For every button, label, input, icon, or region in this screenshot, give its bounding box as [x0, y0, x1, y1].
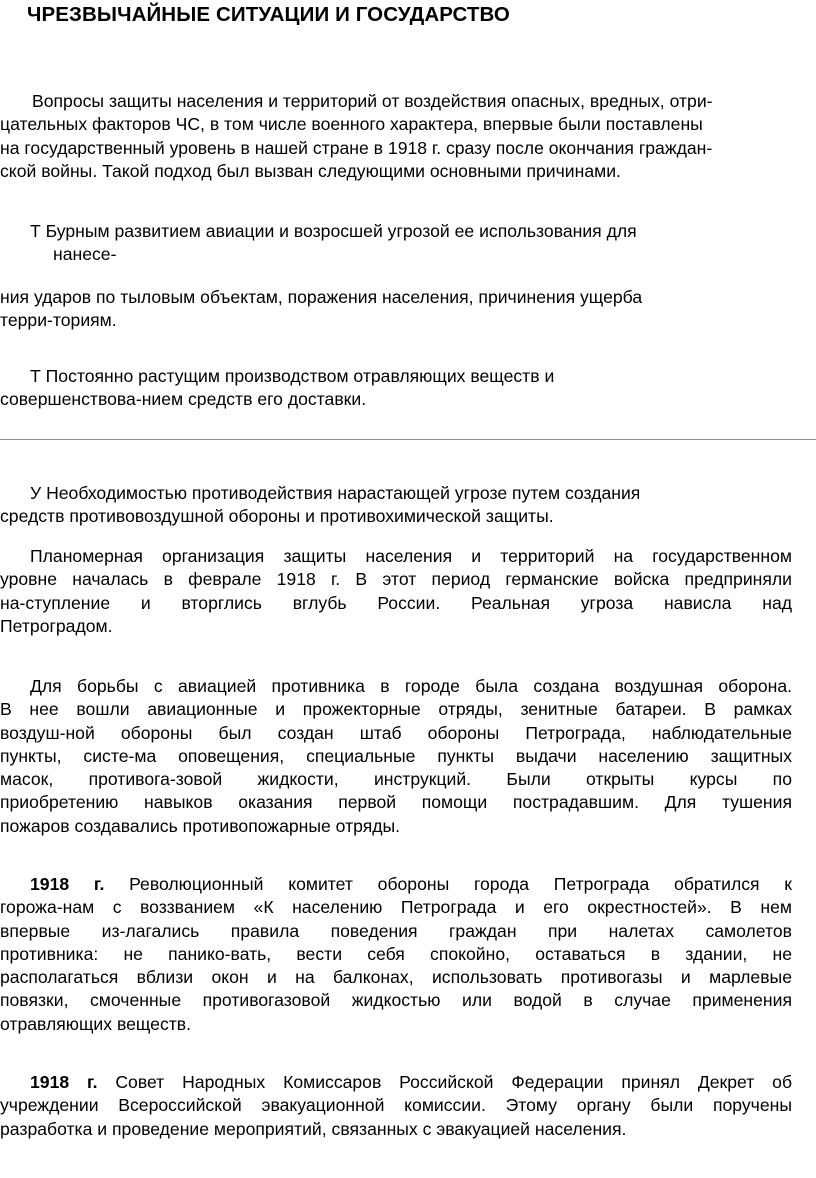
air-defense-paragraph: [0, 675, 792, 838]
air-defense-line: пункты, систе-ма оповещения, специальные пункты выдачи населению защитных: [0, 745, 792, 766]
decree-paragraph: [0, 1071, 792, 1141]
reason-2-line: совершенствова-нием средств его доставки.: [0, 389, 367, 410]
decree-line: разработка и проведение мероприятий, связанных с эвакуацией населения.: [0, 1118, 627, 1139]
reason-3-paragraph: [0, 482, 792, 529]
committee-line: отравляющих веществ.: [0, 1013, 192, 1034]
committee-line: повязки, смоченные противогазовой жидкостью или водой в случае применения: [0, 990, 792, 1011]
decree-first-line: [0, 1071, 792, 1094]
planned-line: Петроградом.: [0, 615, 113, 636]
reason-2-line: Т Постоянно растущим производством отравляющих веществ и: [30, 366, 555, 386]
committee-line: противника: не панико-вать, вести себя спокойно, оставаться в здании, не: [0, 943, 792, 964]
decree-line: учреждении Всероссийской эвакуационной комиссии. Этому органу были поручены: [0, 1095, 792, 1116]
intro-line: Вопросы защиты населения и территорий от воздействия опасных, вредных, отри-: [32, 91, 713, 111]
reason-1-continuation: [0, 286, 792, 333]
committee-year: 1918 г.: [30, 874, 105, 894]
intro-line: ской войны. Такой подход был вызван следующими основными причинами.: [0, 160, 621, 181]
planned-organization-paragraph: [0, 545, 792, 638]
section-divider: [0, 439, 816, 440]
committee-paragraph: [0, 873, 792, 1036]
decree-first-line-text: Совет Народных Комиссаров Российской Федерации принял Декрет об: [115, 1072, 793, 1092]
air-defense-line: масок, противога-зовой жидкости, инструкций. Были открыты курсы по: [0, 769, 792, 790]
reason-1-line: нанесе-: [53, 244, 117, 265]
air-defense-line: Для борьбы с авиацией противника в городе была создана воздушная оборона.: [30, 676, 792, 696]
air-defense-line: приобретению навыков оказания первой помощи пострадавшим. Для тушения: [0, 792, 792, 813]
planned-line: на-ступление и вторглись вглубь России. Реальная угроза нависла над: [0, 592, 792, 613]
intro-line: цательных факторов ЧС, в том числе военного характера, впервые были поставлены: [0, 114, 703, 135]
decree-year: 1918 г.: [30, 1072, 98, 1092]
air-defense-line: В нее вошли авиационные и прожекторные отряды, зенитные батареи. В рамках: [0, 699, 792, 720]
air-defense-line: воздуш-ной обороны был создан штаб обороны Петрограда, наблюдательные: [0, 722, 792, 743]
page-title: ЧРЕЗВЫЧАЙНЫЕ СИТУАЦИИ И ГОСУДАРСТВО: [27, 3, 510, 26]
air-defense-line: пожаров создавались противопожарные отряды.: [0, 815, 401, 836]
planned-line: уровне началась в феврале 1918 г. В этот период германские войска предприняли: [0, 569, 792, 590]
reason-1-continuation-line: терри-ториям.: [0, 310, 117, 331]
intro-paragraph: [0, 90, 790, 183]
reason-3-line: средств противовоздушной обороны и противохимической защиты.: [0, 506, 554, 527]
committee-first-line-text: Революционный комитет обороны города Петрограда обратился к: [129, 874, 792, 894]
committee-first-line: [0, 873, 792, 896]
reason-1-line: Т Бурным развитием авиации и возросшей угрозой ее использования для: [30, 221, 637, 241]
reason-1-paragraph: [0, 220, 792, 267]
committee-line: располагаться вблизи окон и на балконах, использовать противогазы и марлевые: [0, 967, 792, 988]
committee-line: впервые из-лагались правила поведения граждан при налетах самолетов: [0, 920, 792, 941]
reason-1-continuation-line: ния ударов по тыловым объектам, поражения населения, причинения ущерба: [0, 287, 643, 307]
reason-2-paragraph: [0, 365, 792, 412]
planned-line: Планомерная организация защиты населения и территорий на государственном: [30, 546, 792, 566]
intro-line: на государственный уровень в нашей стране в 1918 г. сразу после окончания граждан-: [0, 137, 713, 158]
reason-3-line: У Необходимостью противодействия нарастающей угрозе путем создания: [30, 483, 641, 503]
committee-line: горожа-нам с воззванием «К населению Петрограда и его окрестностей». В нем: [0, 897, 792, 918]
